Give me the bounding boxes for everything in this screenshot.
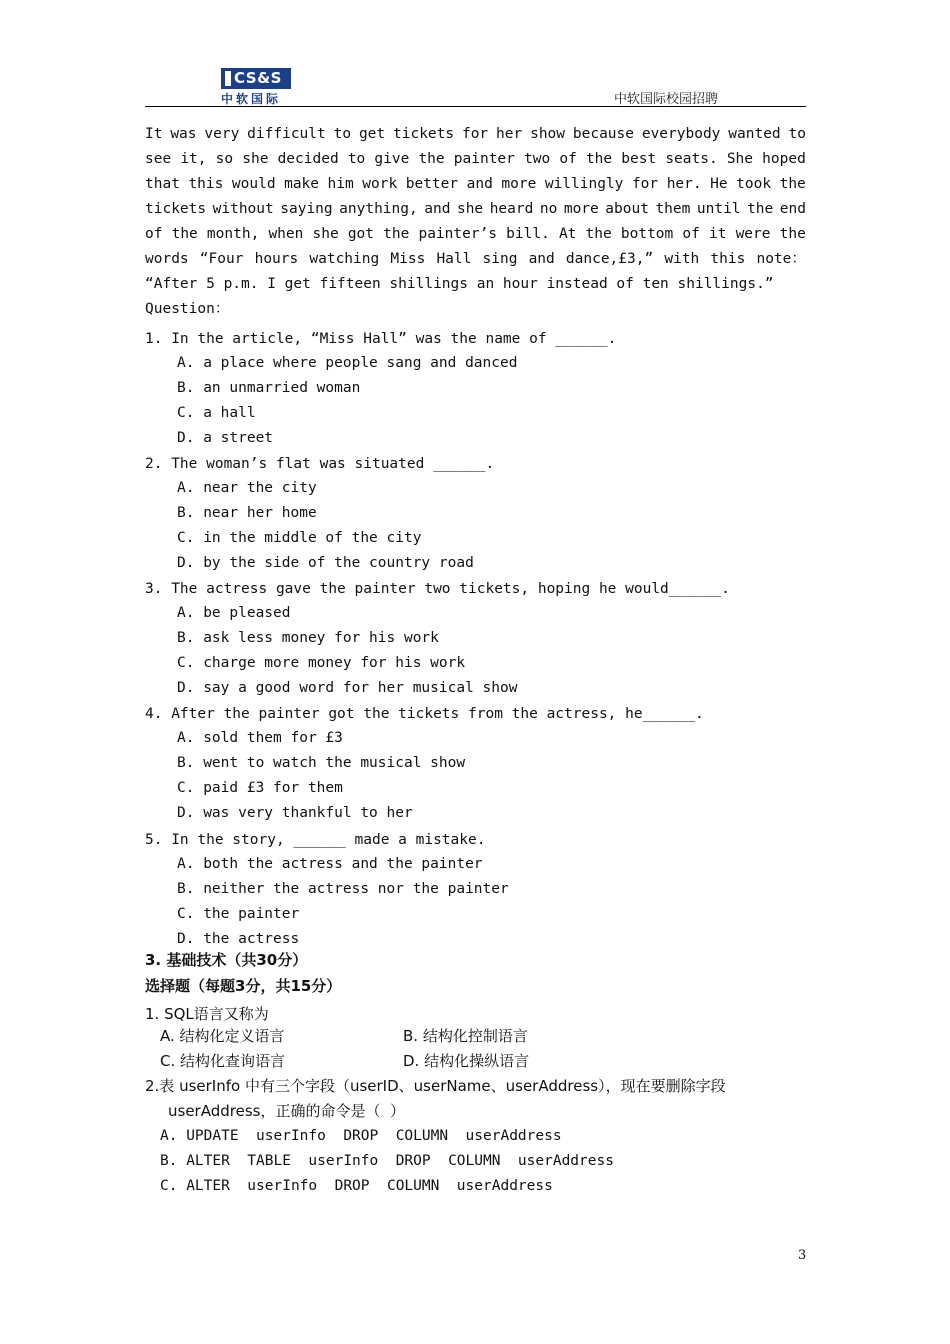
passage-word: that [145,176,180,192]
question-item [145,328,806,451]
passage-word: more [563,201,599,217]
passage-word: “Four [199,251,244,267]
passage-word: her. [666,176,702,192]
answer-option: A. be pleased [177,605,291,621]
passage-word: and [466,176,493,192]
passage-word: she [312,226,339,242]
sql-q2-option-b: B. ALTER TABLE userInfo DROP COLUMN userAddress [160,1153,614,1169]
sql-question-2-stem-cont: userAddress，正确的命令是（ ） [168,1102,405,1120]
passage-word: very [204,126,240,142]
answer-option: D. a street [177,430,274,446]
answer-option: B. went to watch the musical show [177,755,466,771]
passage-word: this [188,176,224,192]
passage-word: she [456,201,484,217]
passage-word: without [212,201,274,217]
passage-word: it [708,226,727,242]
passage-word: wanted [728,126,781,142]
passage-word: words [145,251,189,267]
passage-word: saying [280,201,333,217]
logo-subtitle: 中软国际 [221,92,282,106]
passage-word: no [539,201,558,217]
passage-word: dance,£3,” [565,251,654,267]
question-item [145,703,806,826]
passage-word: her [496,126,523,142]
passage-word: would [231,176,276,192]
reading-passage [145,122,806,297]
passage-word: the [747,201,774,217]
answer-option: B. an unmarried woman [177,380,361,396]
passage-word: willingly [544,176,624,192]
passage-word: tickets [145,201,207,217]
question-item [145,453,806,576]
passage-word: the [585,151,613,167]
passage-word: of [559,151,577,167]
passage-word: better [405,176,459,192]
passage-word: It [145,126,163,142]
answer-option: D. by the side of the country road [177,555,474,571]
passage-word: painter’s [418,226,498,242]
question-item [145,829,806,952]
question-stem: 3. The actress gave the painter two tickets, hoping he would______. [145,581,730,597]
header-title: 中软国际校园招聘 [614,92,719,107]
page-number: 3 [798,1248,807,1263]
logo-text: CS&S [234,69,282,87]
question-stem: 1. In the article, “Miss Hall” was the name of ______. [145,331,617,347]
passage-word: make [284,176,320,192]
question-stem: 5. In the story, ______ made a mistake. [145,832,486,848]
answer-option: A. sold them for £3 [177,730,343,746]
passage-line [145,172,806,197]
answer-option: D. say a good word for her musical show [177,680,518,696]
passage-word: so [215,151,234,167]
passage-word: the [779,176,806,192]
passage-word: got [347,226,375,242]
answer-option: C. charge more money for his work [177,655,466,671]
passage-word: the [585,226,612,242]
passage-line [145,222,806,247]
passage-word: for [631,176,659,192]
passage-word: She [726,151,754,167]
passage-word: end [779,201,806,217]
logo-badge [221,68,291,89]
section-title: 3. 基础技术（共30分） [145,951,308,969]
passage-word: At [558,226,577,242]
passage-word: bottom [620,226,674,242]
passage-line: “After 5 p.m. I get fifteen shillings an hour instead of ten shillings.” [145,276,774,292]
passage-word: until [696,201,741,217]
passage-word: best [621,151,657,167]
passage-word: and [528,251,555,267]
sql-q1-option-b: B. 结构化控制语言 [403,1027,528,1045]
sql-q2-option-c: C. ALTER userInfo DROP COLUMN userAddress [160,1178,553,1194]
passage-word: was [170,126,197,142]
sql-q1-option-c: C. 结构化查询语言 [160,1052,286,1070]
passage-word: because [572,126,634,142]
passage-word: this [710,251,746,267]
sql-question-1-stem: 1. SQL语言又称为 [145,1005,269,1023]
passage-word: them [655,201,691,217]
question-stem: 2. The woman’s flat was situated ______. [145,456,495,472]
passage-word: to [788,126,806,142]
header-divider [145,106,806,107]
passage-word: He [710,176,728,192]
passage-word: see [145,151,172,167]
sql-question-2-stem: 2.表 userInfo 中有三个字段（userID、userName、userAddress），现在要删除字段 [145,1077,726,1095]
question-item [145,578,806,701]
passage-word: she [242,151,269,167]
passage-word: give [374,151,410,167]
passage-word: him [327,176,354,192]
answer-option: D. was very thankful to her [177,805,413,821]
passage-word: took [736,176,772,192]
passage-word: the [418,151,445,167]
passage-word: get [358,126,386,142]
passage-word: the [779,226,806,242]
passage-word: to [347,151,366,167]
passage-word: about [605,201,649,217]
passage-word: anything, [339,201,418,217]
answer-option: A. near the city [177,480,317,496]
passage-word: watching [309,251,380,267]
answer-option: B. ask less money for his work [177,630,439,646]
passage-word: of [682,226,700,242]
passage-word: heard [489,201,534,217]
passage-word: with [664,251,700,267]
passage-word: decided [277,151,339,167]
sql-q2-option-a: A. UPDATE userInfo DROP COLUMN userAddress [160,1128,562,1144]
passage-word: hours [254,251,299,267]
logo-i-mark [225,71,231,86]
passage-line [145,122,806,147]
passage-word: two [524,151,551,167]
passage-word: seats. [665,151,718,167]
passage-word: it, [180,151,207,167]
answer-option: C. paid £3 for them [177,780,343,796]
answer-option: A. a place where people sang and danced [177,355,518,371]
passage-word: month, [206,226,260,242]
passage-word: to [333,126,352,142]
answer-option: A. both the actress and the painter [177,856,483,872]
passage-word: note： [756,251,806,267]
question-stem: 4. After the painter got the tickets from the actress, he______. [145,706,704,722]
passage-word: for [461,126,489,142]
answer-option: B. near her home [177,505,317,521]
passage-word: tickets [393,126,455,142]
passage-word: were [735,226,771,242]
passage-word: more [501,176,537,192]
passage-word: hoped [762,151,806,167]
section-subtitle: 选择题（每题3分，共15分） [145,977,342,995]
passage-line [145,247,806,272]
passage-word: bill. [506,226,550,242]
passage-word: difficult [247,126,326,142]
question-label: Question： [145,301,230,317]
passage-word: Miss [390,251,426,267]
passage-word: work [362,176,398,192]
passage-word: show [530,126,566,142]
passage-word: sing [482,251,518,267]
passage-word: everybody [641,126,721,142]
answer-option: C. in the middle of the city [177,530,422,546]
sql-q1-option-a: A. 结构化定义语言 [160,1027,285,1045]
passage-line [145,197,806,222]
company-logo [221,68,291,104]
passage-word: when [268,226,304,242]
answer-option: B. neither the actress nor the painter [177,881,509,897]
passage-word: Hall [436,251,472,267]
answer-option: C. the painter [177,906,300,922]
passage-word: painter [453,151,515,167]
passage-word: of [145,226,163,242]
passage-line [145,147,806,172]
sql-q1-option-d: D. 结构化操纵语言 [403,1052,530,1070]
answer-option: C. a hall [177,405,256,421]
passage-word: and [424,201,451,217]
answer-option: D. the actress [177,931,300,947]
passage-word: the [383,226,410,242]
passage-word: the [171,226,198,242]
